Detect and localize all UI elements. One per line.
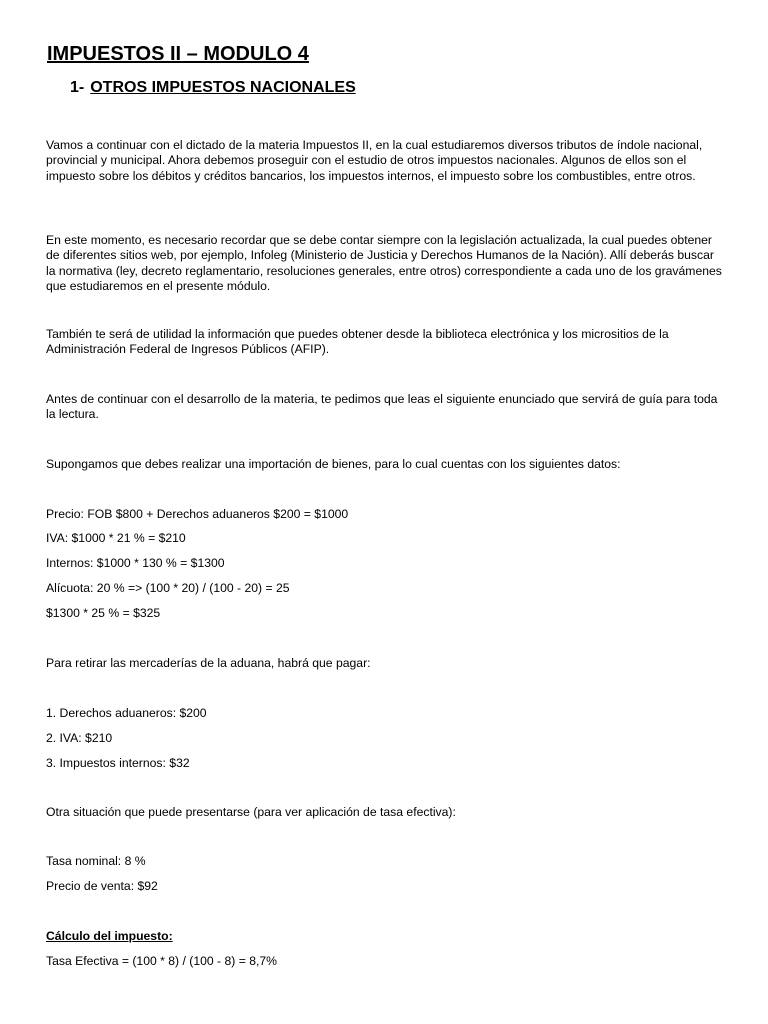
- section-heading: [70, 78, 356, 98]
- payment-item-iva: 2. IVA: $210: [46, 731, 113, 745]
- paragraph-afip: También te será de utilidad la información que puedes obtener desde la biblioteca electrónica y los micrositios de la Administración Federal de Ingresos Públicos (AFIP).: [46, 327, 669, 357]
- document-title: IMPUESTOS II – MODULO 4: [47, 43, 309, 65]
- paragraph-enunciado: Antes de continuar con el desarrollo de la materia, te pedimos que leas el siguiente enunciado que servirá de guía para toda la lectura.: [46, 392, 718, 422]
- data-line-alicuota: Alícuota: 20 % => (100 * 20) / (100 - 20) = 25: [46, 581, 290, 595]
- data-line-calculo: $1300 * 25 % = $325: [46, 606, 161, 620]
- payment-item-internos: 3. Impuestos internos: $32: [46, 756, 190, 770]
- paragraph-legislacion: En este momento, es necesario recordar que se debe contar siempre con la legislación actualizada, la cual puedes obtener de diferentes sitios web, por ejemplo, Infoleg (Ministerio de Justicia y Derechos Humanos de la Nación). Allí deberás buscar la normativa (ley, decreto reglamentario, resoluciones generales, entre otros) correspondiente a cada uno de los gravámenes que estudiaremos en el presente módulo.: [46, 233, 722, 293]
- paragraph-importacion: Supongamos que debes realizar una importación de bienes, para lo cual cuentas con los siguientes datos:: [46, 457, 621, 471]
- payment-item-derechos: 1. Derechos aduaneros: $200: [46, 706, 207, 720]
- section-title: OTROS IMPUESTOS NACIONALES: [90, 79, 356, 96]
- tasa-efectiva: Tasa Efectiva = (100 * 8) / (100 - 8) = 8,7%: [46, 954, 278, 968]
- paragraph-intro: Vamos a continuar con el dictado de la materia Impuestos II, en la cual estudiaremos diversos tributos de índole nacional, provincial y municipal. Ahora debemos proseguir con el estudio de otros impuestos nacionales. Algunos de ellos son el impuesto sobre los débitos y créditos bancarios, los impuestos internos, el impuesto sobre los combustibles, entre otros.: [46, 138, 703, 183]
- retirar-intro: Para retirar las mercaderías de la aduana, habrá que pagar:: [46, 656, 371, 670]
- otra-situacion: Otra situación que puede presentarse (para ver aplicación de tasa efectiva):: [46, 805, 456, 819]
- data-line-precio: Precio: FOB $800 + Derechos aduaneros $200 = $1000: [46, 507, 349, 521]
- calculo-heading: Cálculo del impuesto:: [46, 929, 173, 943]
- precio-venta: Precio de venta: $92: [46, 879, 158, 893]
- data-line-iva: IVA: $1000 * 21 % = $210: [46, 531, 186, 545]
- section-number: 1-: [70, 79, 85, 96]
- tasa-nominal: Tasa nominal: 8 %: [46, 854, 146, 868]
- data-line-internos: Internos: $1000 * 130 % = $1300: [46, 556, 225, 570]
